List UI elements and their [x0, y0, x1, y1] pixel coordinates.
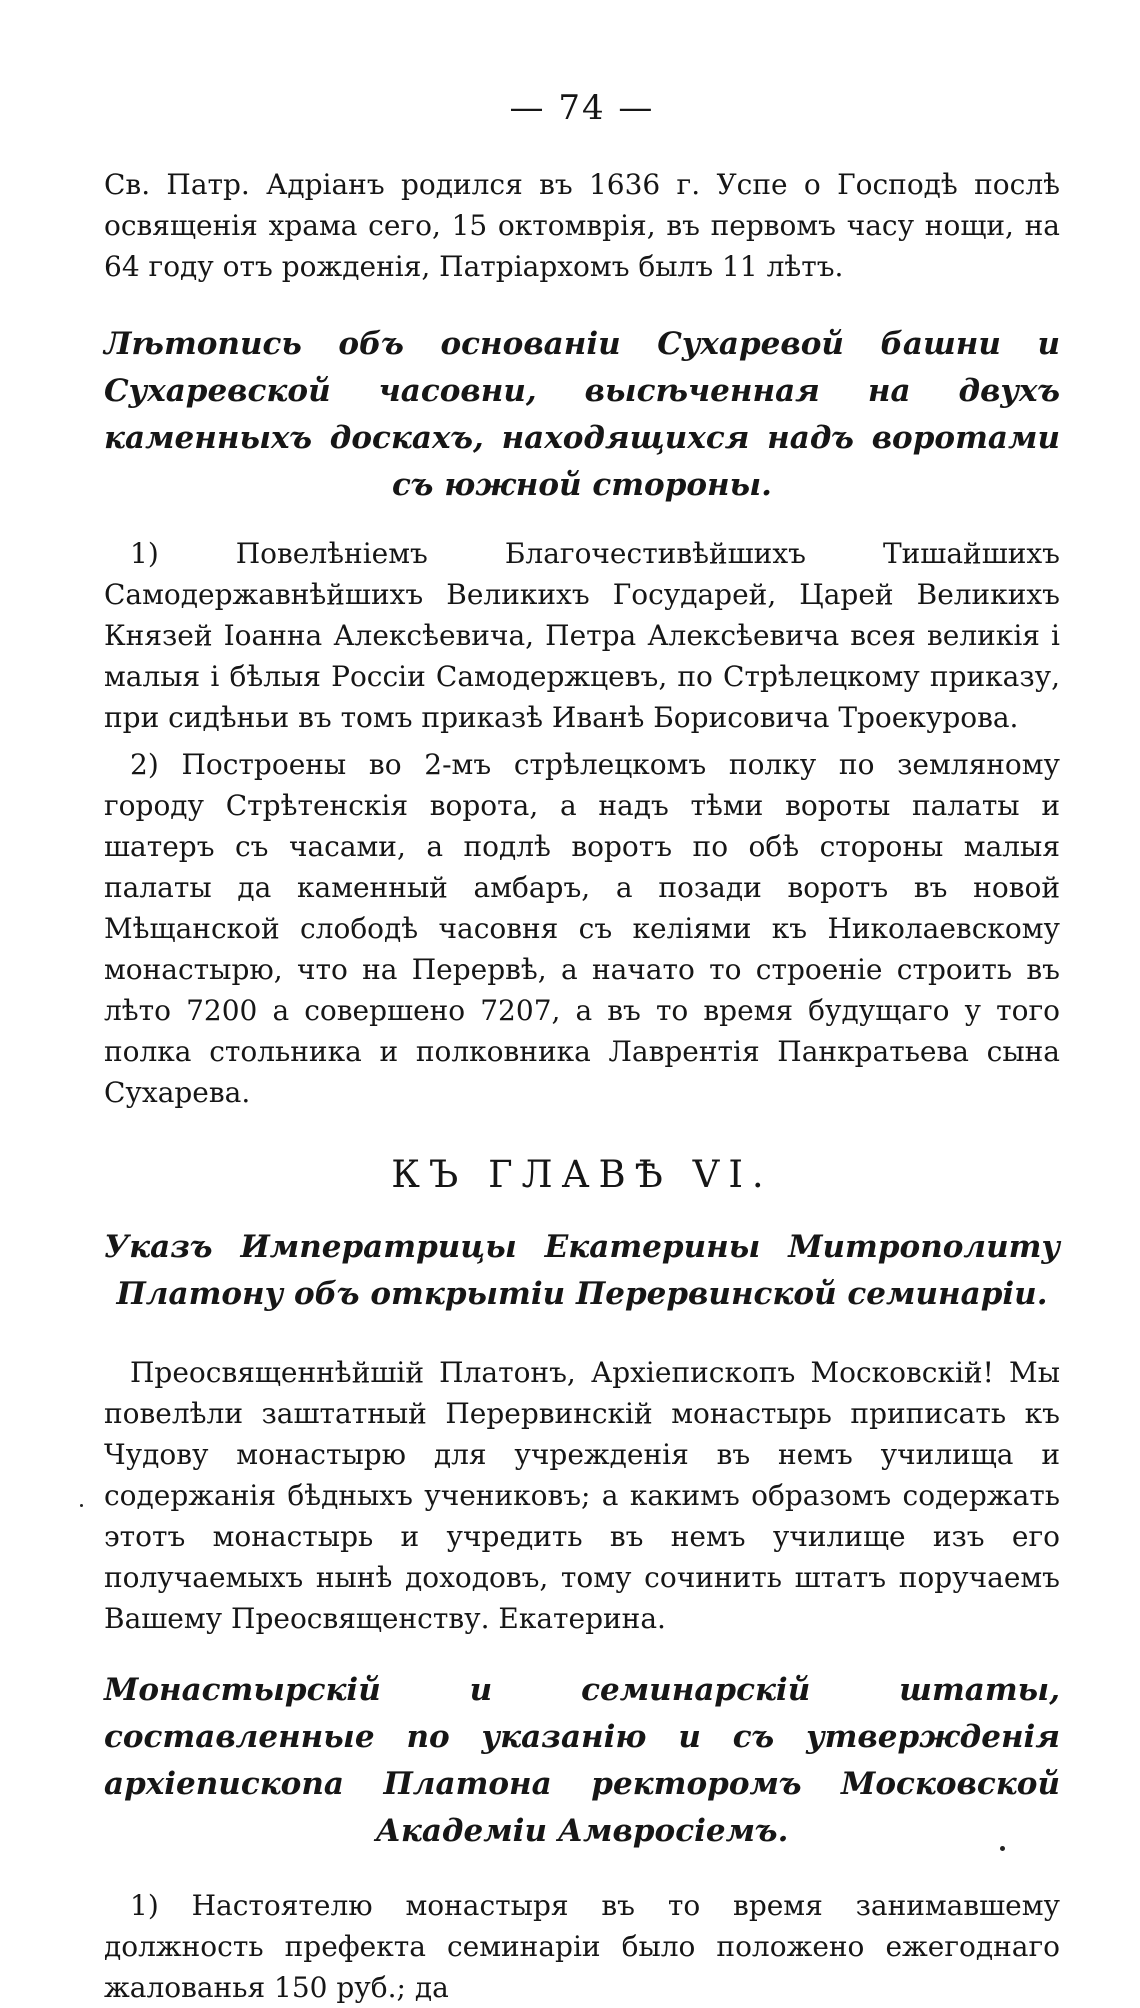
decree-heading: Указъ Императрицы Екатерины Митрополиту Платону объ открытіи Перервинской семинаріи.	[104, 1229, 1060, 1312]
chronicle-heading: Лѣтопись объ основаніи Сухаревой башни и Сухаревской часовни, высѣченная на двухъ каменныхъ доскахъ, находящихся надъ воротами съ южной стороны.	[104, 326, 1060, 503]
decree-paragraph: Преосвященнѣйшій Платонъ, Архіепископъ Московскій! Мы повелѣли заштатный Перервинскій монастырь приписать къ Чудову монастырю для учрежденія въ немъ училища и содержанія бѣдныхъ учениковъ; а какимъ образомъ содержать этотъ монастырь и учредить въ немъ училище изъ его получаемыхъ нынѣ доходовъ, тому сочинить штатъ поручаемъ Вашему Преосвященству. Екатерина.	[104, 1356, 1060, 1635]
page-number: — 74 —	[509, 88, 655, 128]
print-speck	[1000, 1846, 1005, 1851]
staff-heading: Монастырскій и семинарскій штаты, составленные по указанію и съ утвержденія архіепископа Платона ректоромъ Московской Академіи Амвросіемъ.	[104, 1672, 1060, 1849]
chapter-title: КЪ ГЛАВѢ VI.	[391, 1153, 773, 1196]
chronicle-paragraph-1: 1) Повелѣніемъ Благочестивѣйшихъ Тишайшихъ Самодержавнѣйшихъ Великихъ Государей, Царей Великихъ Князей Іоанна Алексѣевича, Петра Алексѣевича всея великія і малыя і бѣлыя Россіи Самодержцевъ, по Стрѣлецкому приказу, при сидѣньи въ томъ приказѣ Иванѣ Борисовича Троекурова.	[104, 537, 1060, 734]
chronicle-paragraph-2: 2) Построены во 2-мъ стрѣлецкомъ полку по земляному городу Стрѣтенскія ворота, а надъ тѣми вороты палаты и шатеръ съ часами, а подлѣ воротъ по обѣ стороны малыя палаты да каменный амбаръ, а позади воротъ въ новой Мѣщанской слободѣ часовня съ келіями къ Николаевскому монастырю, что на Перервѣ, а начато то строеніе строить въ лѣто 7200 а совершено 7207, а въ то время будущаго у того полка стольника и полковника Лаврентія Панкратьева сына Сухарева.	[104, 748, 1060, 1109]
staff-paragraph-1: 1) Настоятелю монастыря въ то время занимавшему должность префекта семинаріи было положено ежегоднаго жалованья 150 руб.; да	[104, 1889, 1060, 2004]
print-speck	[80, 1504, 83, 1507]
intro-paragraph: Св. Патр. Адріанъ родился въ 1636 г. Успе о Господѣ послѣ освященія храма сего, 15 октомврія, въ первомъ часу нощи, на 64 году отъ рожденія, Патріархомъ былъ 11 лѣтъ.	[104, 168, 1060, 283]
